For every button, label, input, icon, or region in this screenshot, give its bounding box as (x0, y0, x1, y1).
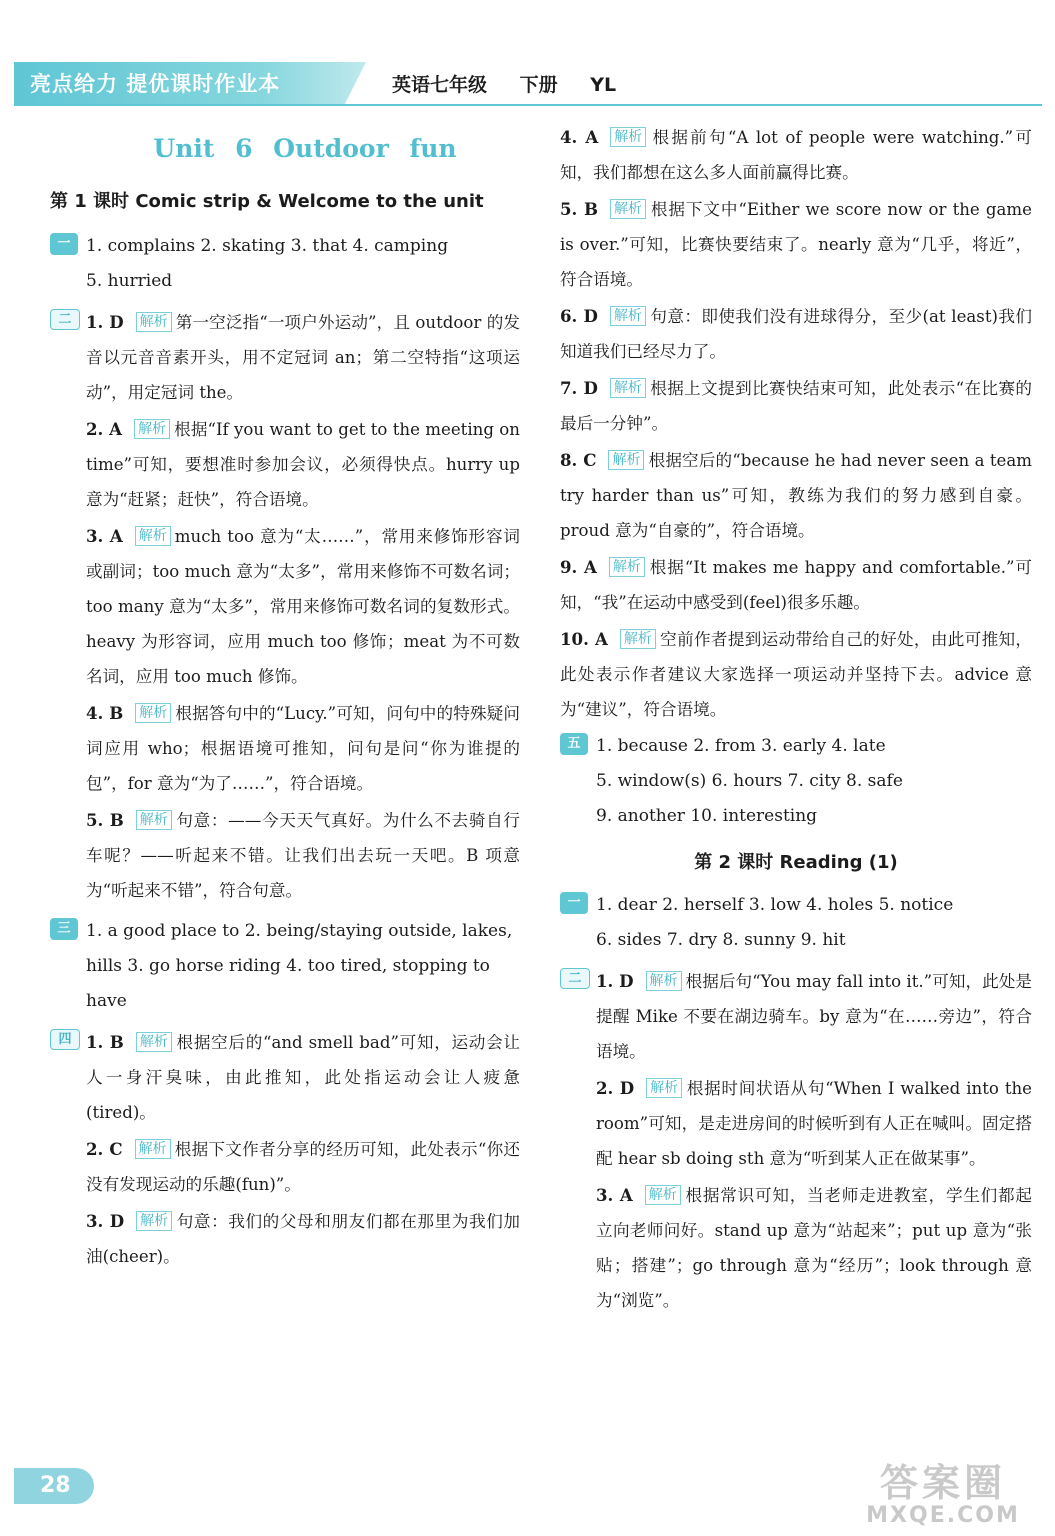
answer-number: 5. B (560, 199, 599, 219)
watermark-line-2: MXQE.COM (866, 1503, 1020, 1528)
answer-explanation: 根据上文提到比赛快结束可知，此处表示“在比赛的最后一分钟”。 (560, 379, 1032, 433)
answer-number: 6. D (560, 306, 598, 326)
analysis-tag: 解析 (135, 703, 171, 723)
answer-number: 4. B (86, 703, 124, 723)
unit-title: Unit 6 Outdoor fun (153, 134, 457, 163)
analysis-tag: 解析 (136, 312, 172, 332)
analysis-tag: 解析 (645, 1185, 681, 1205)
section-badge: 二 (50, 309, 80, 330)
analysis-tag: 解析 (610, 378, 646, 398)
answer-explanation: 根据“If you want to get to the meeting on time”可知，要想准时参加会议，必须得快点。hurry up 意为“赶紧；赶快”，符合语境。 (86, 420, 520, 509)
analysis-tag: 解析 (136, 1032, 172, 1052)
section-badge: 一 (50, 233, 78, 255)
answer-line: 1. a good place to 2. being/staying outside, lakes, hills 3. go horse riding 4. too tired, stopping to have (86, 921, 513, 1011)
analysis-tag: 解析 (135, 526, 171, 546)
analysis-tag: 解析 (610, 306, 646, 326)
answer-number: 7. D (560, 378, 598, 398)
answer-explanation: 句意：我们的父母和朋友们都在那里为我们加油(cheer)。 (86, 1212, 520, 1266)
lesson-2-heading: 第 2 课时 Reading (1) (694, 852, 898, 873)
header-subject: 英语七年级 (392, 74, 488, 96)
lesson-1-heading: 第 1 课时 Comic strip & Welcome to the unit (50, 191, 484, 212)
answer-explanation: 根据答句中的“Lucy.”可知，问句中的特殊疑问词应用 who；根据语境可推知，问句是问“你为谁提的包”，for 意为“为了……”，符合语境。 (86, 704, 520, 793)
answer-number: 4. A (560, 127, 599, 147)
analysis-tag: 解析 (134, 419, 170, 439)
section-4-answers (50, 1025, 520, 1274)
header-rule (14, 104, 1042, 106)
answer-number: 5. B (86, 810, 124, 830)
analysis-tag: 解析 (646, 971, 682, 991)
analysis-tag: 解析 (608, 450, 644, 470)
answer-item (596, 964, 1032, 1069)
section-badge: 三 (50, 918, 78, 940)
answer-number: 2. C (86, 1139, 123, 1159)
analysis-tag: 解析 (646, 1078, 682, 1098)
answer-number: 2. D (596, 1078, 635, 1098)
section-badge: 五 (560, 733, 588, 755)
page-number: 28 (14, 1468, 94, 1504)
answer-explanation: 句意：即使我们没有进球得分，至少(at least)我们知道我们已经尽力了。 (560, 307, 1032, 361)
answer-line: 5. hurried (86, 271, 173, 291)
answer-item (86, 1025, 520, 1130)
answer-number: 1. D (596, 971, 634, 991)
section-badge: 二 (560, 968, 590, 989)
answer-item (86, 696, 520, 801)
answer-item (560, 371, 1032, 441)
answer-explanation: 根据空后的“because he had never seen a team try harder than us”可知，教练为我们的努力感到自豪。proud 意为“自豪的”，符合语境。 (560, 451, 1033, 540)
answer-number: 10. A (560, 629, 608, 649)
right-column (560, 120, 1032, 1324)
answer-number: 3. A (86, 526, 123, 546)
reading-section-2-answers (560, 964, 1032, 1318)
section-badge: 四 (50, 1029, 80, 1050)
book-brand: 亮点给力 提优课时作业本 (30, 72, 281, 96)
answer-item (86, 412, 520, 517)
answer-item (86, 803, 520, 908)
answer-line: 1. dear 2. herself 3. low 4. holes 5. notice (596, 895, 954, 915)
answer-item (560, 120, 1032, 190)
answer-item (86, 1204, 520, 1274)
answer-line: 6. sides 7. dry 8. sunny 9. hit (596, 930, 846, 950)
analysis-tag: 解析 (620, 629, 656, 649)
answer-line: 1. because 2. from 3. early 4. late (596, 736, 886, 756)
section-3-answers (50, 914, 520, 1019)
answer-item (86, 519, 520, 694)
left-column (50, 120, 520, 1280)
analysis-tag: 解析 (136, 810, 172, 830)
answer-explanation: 根据时间状语从句“When I walked into the room”可知，是走进房间的时候听到有人正在喊叫。固定搭配 hear sb doing sth 意为“听到某人正在做某事”。 (596, 1079, 1032, 1168)
site-watermark (848, 1462, 1038, 1530)
answer-item (560, 550, 1032, 620)
answer-explanation: 根据前句“A lot of people were watching.”可知，我们都想在这么多人面前赢得比赛。 (560, 128, 1032, 182)
answer-number: 2. A (86, 419, 123, 439)
header-edition: YL (590, 74, 617, 96)
answer-number: 3. A (596, 1185, 633, 1205)
answer-explanation: 根据下文作者分享的经历可知，此处表示“你还没有发现运动的乐趣(fun)”。 (86, 1140, 521, 1194)
answer-line: 1. complains 2. skating 3. that 4. camping (86, 236, 449, 256)
answer-item (560, 192, 1032, 297)
header-volume: 下册 (519, 74, 558, 96)
answer-number: 3. D (86, 1211, 125, 1231)
answer-explanation: 空前作者提到运动带给自己的好处，由此可推知，此处表示作者建议大家选择一项运动并坚持下去。advice 意为“建议”，符合语境。 (560, 630, 1032, 719)
answer-item (86, 1132, 520, 1202)
answer-explanation: 根据下文中“Either we score now or the game is over.”可知，比赛快要结束了。nearly 意为“几乎，将近”，符合语境。 (560, 200, 1032, 289)
answer-item (560, 622, 1032, 727)
answer-number: 1. B (86, 1032, 124, 1052)
answer-item (560, 299, 1032, 369)
analysis-tag: 解析 (136, 1211, 172, 1231)
answer-explanation: 句意：——今天天气真好。为什么不去骑自行车呢？——听起来不错。让我们出去玩一天吧。B 项意为“听起来不错”，符合句意。 (86, 811, 520, 900)
answer-line: 5. window(s) 6. hours 7. city 8. safe (596, 771, 903, 791)
answer-explanation: 根据“It makes me happy and comfortable.”可知，“我”在运动中感受到(feel)很多乐趣。 (560, 558, 1032, 612)
analysis-tag: 解析 (610, 127, 646, 147)
answer-number: 1. D (86, 312, 124, 332)
answer-item (596, 1178, 1032, 1318)
answer-explanation: much too 意为“太……”，常用来修饰形容词或副词；too much 意为“太多”，常用来修饰不可数名词；too many 意为“太多”，常用来修饰可数名词的复数形式。heavy 为形容词，应用 much too 修饰；meat 为不可数名词，应用 too much 修饰。 (86, 527, 520, 686)
answer-item (560, 443, 1032, 548)
watermark-line-1: 答案圈 (879, 1461, 1006, 1505)
answer-number: 9. A (560, 557, 597, 577)
reading-section-1-answers (560, 888, 1032, 958)
analysis-tag: 解析 (610, 199, 646, 219)
answer-item (596, 1071, 1032, 1176)
section-1-answers (50, 229, 520, 299)
answer-explanation: 根据常识可知，当老师走进教室，学生们都起立向老师问好。stand up 意为“站起来”；put up 意为“张贴；搭建”；go through 意为“经历”；look through 意为“浏览”。 (596, 1186, 1032, 1310)
section-2-answers (50, 305, 520, 908)
answer-item (86, 305, 520, 410)
answer-explanation: 第一空泛指“一项户外运动”，且 outdoor 的发音以元音音素开头，用不定冠词 an；第二空特指“这项运动”，用定冠词 the。 (86, 313, 520, 402)
section-5-answers (560, 729, 1032, 834)
answer-number: 8. C (560, 450, 597, 470)
answer-explanation: 根据后句“You may fall into it.”可知，此处是提醒 Mike 不要在湖边骑车。by 意为“在……旁边”，符合语境。 (596, 972, 1032, 1061)
analysis-tag: 解析 (609, 557, 645, 577)
analysis-tag: 解析 (135, 1139, 171, 1159)
section-badge: 一 (560, 892, 588, 914)
answer-line: 9. another 10. interesting (596, 806, 818, 826)
answer-explanation: 根据空后的“and smell bad”可知，运动会让人一身汗臭味，由此推知，此处指运动会让人疲惫(tired)。 (86, 1033, 520, 1122)
header-info (392, 70, 642, 97)
